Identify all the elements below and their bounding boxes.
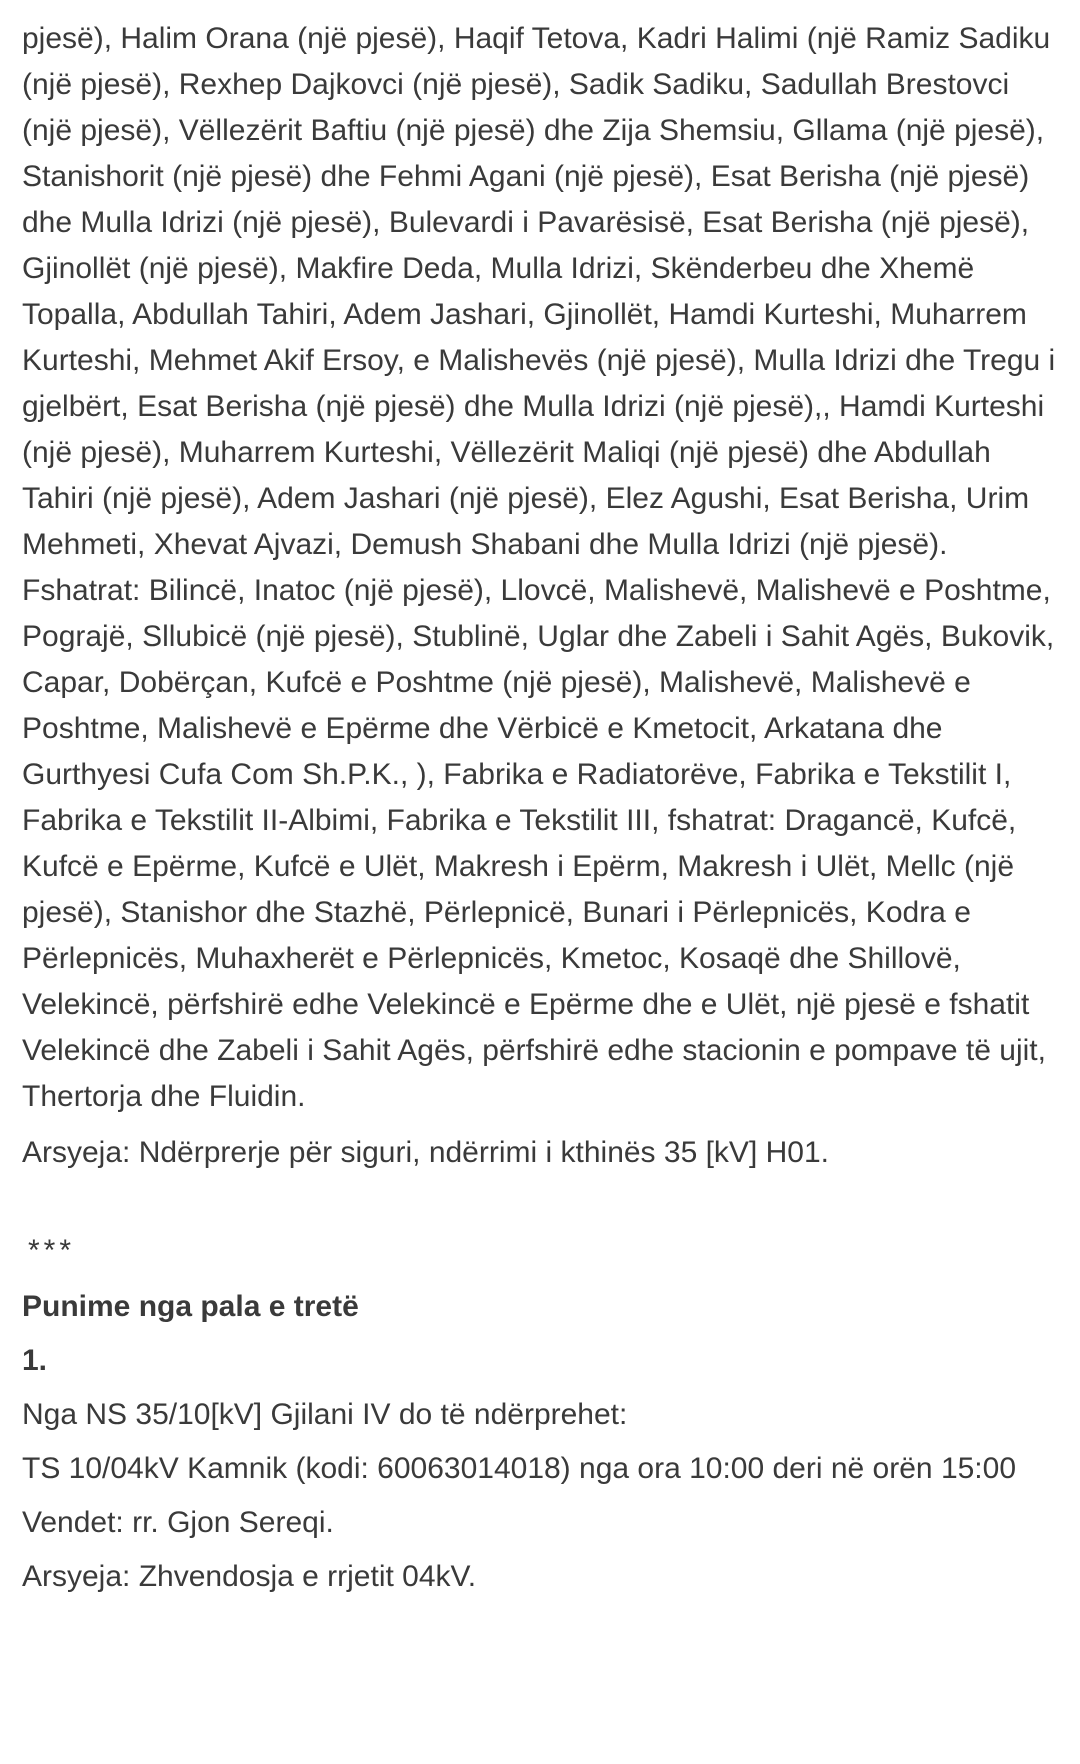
section-separator: *** (28, 1234, 76, 1267)
outage-reason: Arsyeja: Ndërprerje për siguri, ndërrimi i kthinës 35 [kV] H01. (22, 1136, 829, 1169)
item-number: 1. (22, 1344, 48, 1377)
places-line: Vendet: rr. Gjon Sereqi. (22, 1506, 334, 1539)
substation-line: Nga NS 35/10[kV] Gjilani IV do të ndërprehet: (22, 1398, 628, 1431)
affected-areas-paragraph: pjesë), Halim Orana (një pjesë), Haqif Tetova, Kadri Halimi (një Ramiz Sadiku (një pjesë), Rexhep Dajkovci (një pjesë), Sadik Sadiku, Sadullah Brestovci (një pjesë), Vëllezërit Baftiu (një pjesë) dhe Zija Shemsiu, Gllama (një pjesë), Stanishorit (një pjesë) dhe Fehmi Agani (një pjesë), Esat Berisha (një pjesë) dhe Mulla Idrizi (një pjesë), Bulevardi i Pavarësisë, Esat Berisha (një pjesë), Gjinollët (një pjesë), Makfire Deda, Mulla Idrizi, Skënderbeu dhe Xhemë Topalla, Abdullah Tahiri, Adem Jashari, Gjinollët, Hamdi Kurteshi, Muharrem Kurteshi, Mehmet Akif Ersoy, e Malishevës (një pjesë), Mulla Idrizi dhe Tregu i gjelbërt, Esat Berisha (një pjesë) dhe Mulla Idrizi (një pjesë),, Hamdi Kurteshi (një pjesë), Muharrem Kurteshi, Vëllezërit Maliqi (një pjesë) dhe Abdullah Tahiri (një pjesë), Adem Jashari (një pjesë), Elez Agushi, Esat Berisha, Urim Mehmeti, Xhevat Ajvazi, Demush Shabani dhe Mulla Idrizi (një pjesë). Fshatrat: Bilincë, Inatoc (një pjesë), Llovcë, Malishevë, Malishevë e Poshtme, Pograjë, Sllubicë (një pjesë), Stublinë, Uglar dhe Zabeli i Sahit Agës, Bukovik, Capar, Dobërçan, Kufcë e Poshtme (një pjesë), Malishevë, Malishevë e Poshtme, Malishevë e Epërme dhe Vërbicë e Kmetocit, Arkatana dhe Gurthyesi Cufa Com Sh.P.K., ), Fabrika e Radiatorëve, Fabrika e Tekstilit I, Fabrika e Tekstilit II-Albimi, Fabrika e Tekstilit III, fshatrat: Dragancë, Kufcë, Kufcë e Epërme, Kufcë e Ulët, Makresh i Epërm, Makresh i Ulët, Mellc (një pjesë), Stanishor dhe Stazhë, Përlepnicë, Bunari i Përlepnicës, Kodra e Përlepnicës, Muhaxherët e Përlepnicës, Kmetoc, Kosaqë dhe Shillovë, Velekincë, përfshirë edhe Velekincë e Epërme dhe e Ulët, një pjesë e fshatit Velekincë dhe Zabeli i Sahit Agës, përfshirë edhe stacionin e pompave të ujit, Thertorja dhe Fluidin. (22, 22, 1064, 1113)
announcement-content (22, 16, 1062, 1600)
section-title: Punime nga pala e tretë (22, 1290, 359, 1323)
work-reason: Arsyeja: Zhvendosja e rrjetit 04kV. (22, 1560, 477, 1593)
station-schedule-line: TS 10/04kV Kamnik (kodi: 60063014018) nga ora 10:00 deri në orën 15:00 (22, 1452, 1017, 1485)
